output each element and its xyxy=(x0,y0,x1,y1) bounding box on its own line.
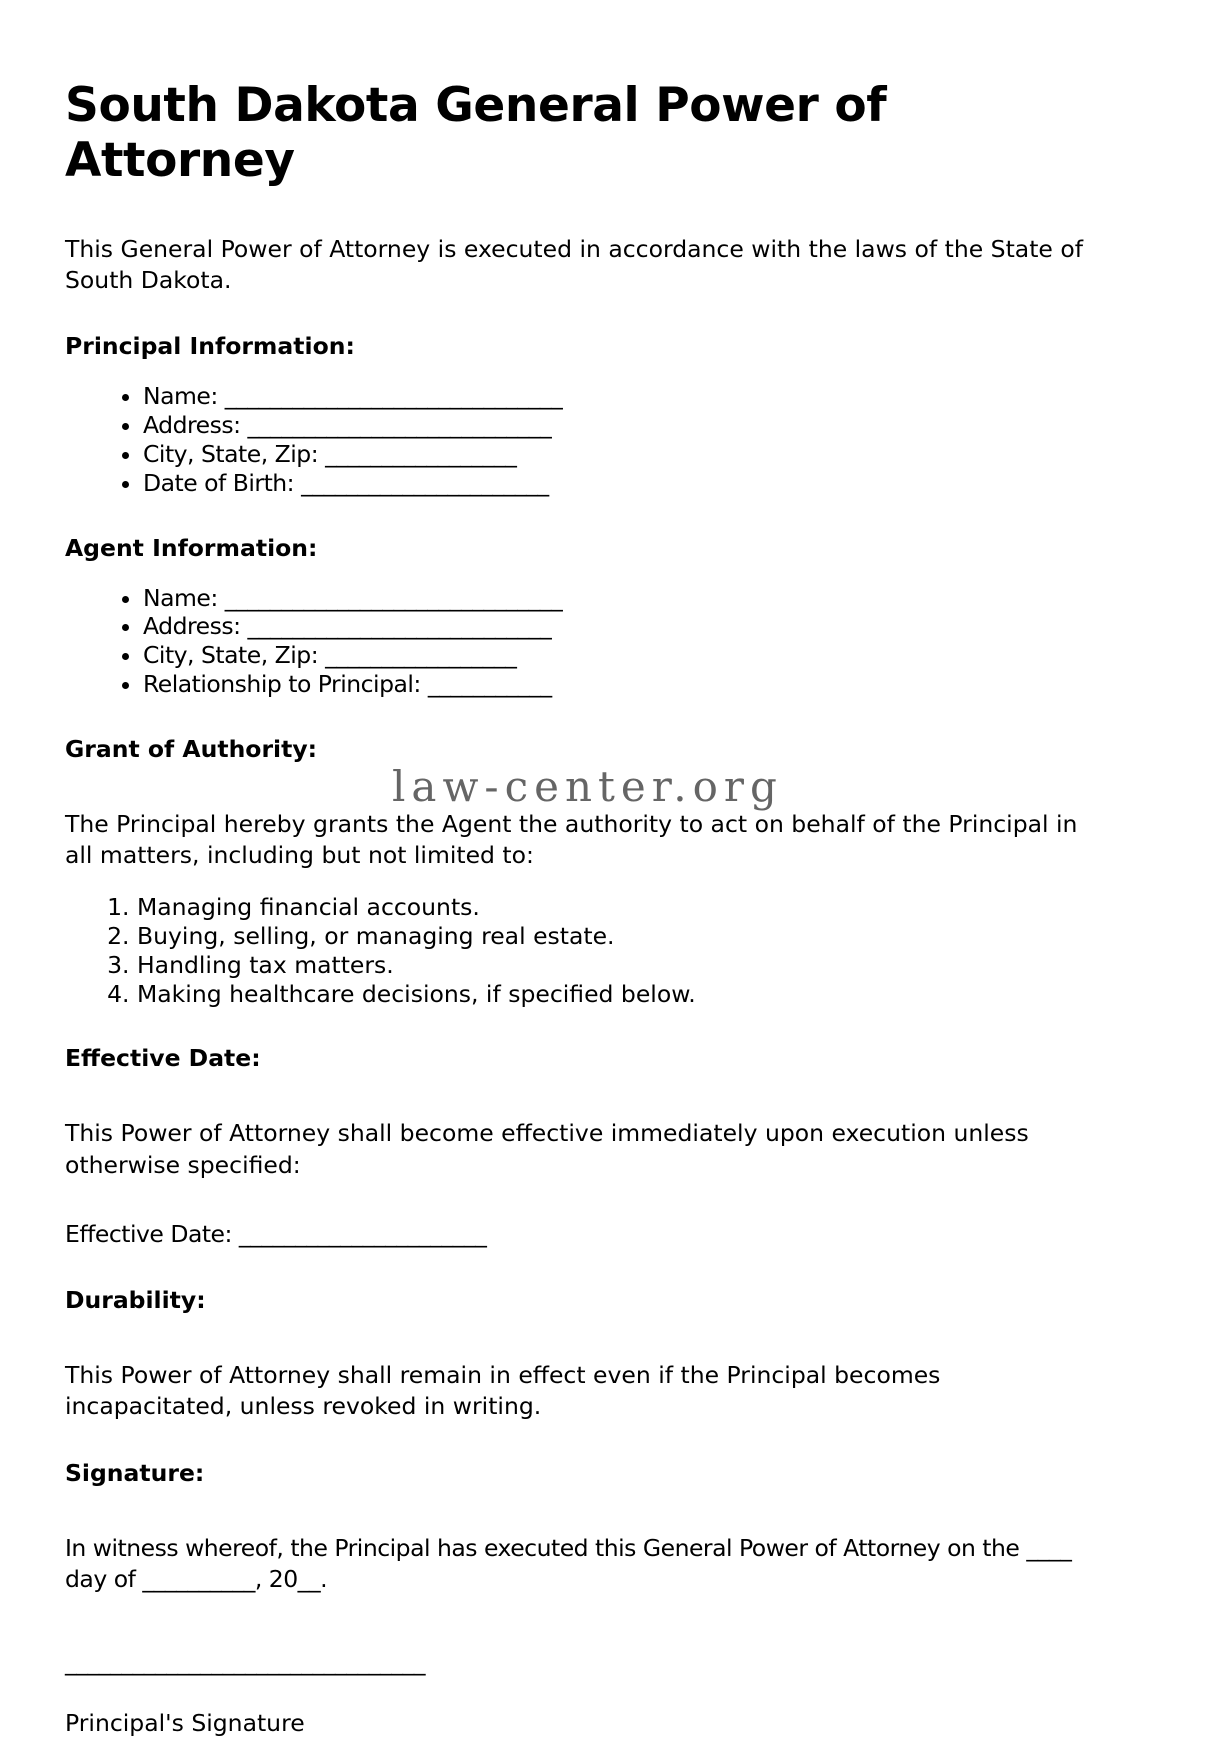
section-heading-grant-of-authority: Grant of Authority: xyxy=(65,734,318,763)
agent-information-list xyxy=(65,562,1135,699)
list-item: 4. Making healthcare decisions, if specified below. xyxy=(137,980,1135,1009)
section-heading-principal-information: Principal Information: xyxy=(65,332,355,361)
grant-of-authority-paragraph: The Principal hereby grants the Agent the authority to act on behalf of the Principal in all matters, including but not limited to: xyxy=(65,809,1078,869)
watermark: law-center.org xyxy=(392,762,783,811)
section-heading-effective-date: Effective Date: xyxy=(65,1044,261,1073)
principal-signature-rule: ________________________________ xyxy=(65,1648,425,1677)
signature-paragraph: In witness whereof, the Principal has executed this General Power of Attorney on the ____ day of __________, 20__. xyxy=(65,1533,1072,1593)
section-heading-agent-information: Agent Information: xyxy=(65,533,318,562)
list-item: 3. Handling tax matters. xyxy=(137,951,1135,980)
intro-paragraph: This General Power of Attorney is executed in accordance with the laws of the State of South Dakota. xyxy=(65,234,1083,295)
page-title: South Dakota General Power of Attorney xyxy=(65,78,887,188)
document-content xyxy=(65,0,1135,1740)
principal-information-list xyxy=(65,360,1135,497)
list-item: 2. Buying, selling, or managing real estate. xyxy=(137,922,1135,951)
effective-date-field: Effective Date: ______________________ xyxy=(65,1219,487,1248)
section-heading-durability: Durability: xyxy=(65,1286,206,1315)
granted-powers-list xyxy=(65,871,1135,1008)
list-item: • Address: ___________________________ xyxy=(143,612,1135,641)
list-item: • City, State, Zip: _________________ xyxy=(143,440,1135,469)
list-item: • Name: ______________________________ xyxy=(143,382,1135,411)
list-item: • City, State, Zip: _________________ xyxy=(143,641,1135,670)
principal-signature-caption: Principal's Signature xyxy=(65,1709,305,1738)
list-item: • Address: ___________________________ xyxy=(143,411,1135,440)
section-heading-signature: Signature: xyxy=(65,1458,205,1487)
list-item: • Date of Birth: ______________________ xyxy=(143,469,1135,498)
list-item: • Relationship to Principal: ___________ xyxy=(143,670,1135,699)
durability-paragraph: This Power of Attorney shall remain in effect even if the Principal becomes incapacitated, unless revoked in writing. xyxy=(65,1361,941,1421)
list-item: • Name: ______________________________ xyxy=(143,584,1135,613)
effective-date-paragraph: This Power of Attorney shall become effective immediately upon execution unless otherwise specified: xyxy=(65,1119,1029,1179)
list-item: 1. Managing financial accounts. xyxy=(137,893,1135,922)
